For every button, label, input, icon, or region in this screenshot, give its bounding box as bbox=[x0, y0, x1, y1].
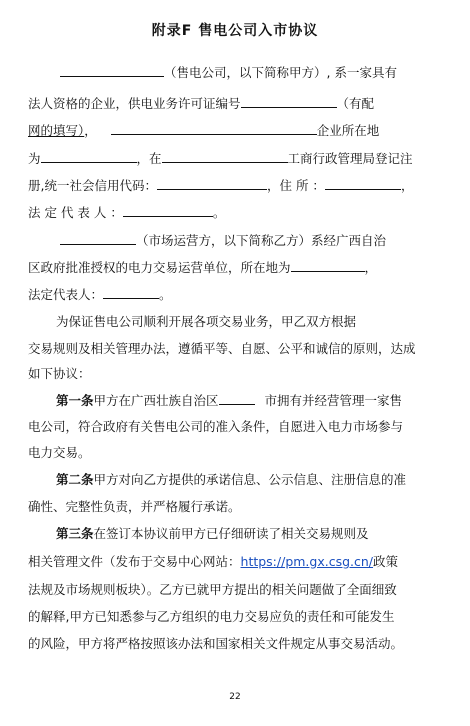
blank-credit-code[interactable] bbox=[157, 175, 267, 190]
para3-line2: 交易规则及相关管理办法，遵循平等、自愿、公平和诚信的原则，达成 bbox=[28, 341, 416, 356]
para1-line5: 册,统一社会信用代码： ，住 所 ： ， bbox=[28, 175, 446, 195]
para3-line1: 为保证售电公司顺利开展各项交易业务，甲乙双方根据 bbox=[56, 314, 357, 329]
para2-line3: 法定代表人： 。 bbox=[28, 284, 446, 304]
article3-line2: 相关管理文件（发布于交易中心网站：https://pm.gx.csg.cn/政策 bbox=[28, 554, 399, 569]
page-number: 22 bbox=[229, 692, 241, 702]
blank-enterprise-location[interactable] bbox=[111, 120, 317, 135]
article2-line1: 第二条甲方对向乙方提供的承诺信息、公示信息、注册信息的准 bbox=[56, 472, 407, 487]
para1-line6: 法 定 代 表 人 ： 。 bbox=[28, 202, 446, 222]
blank-market-operator[interactable] bbox=[60, 230, 136, 245]
article1-line1: 第一条甲方在广西壮族自治区 市拥有并经营管理一家售 bbox=[56, 390, 446, 410]
article1-line2: 电公司，符合政府有关售电公司的准入条件，自愿进入电力市场参与 bbox=[28, 419, 404, 434]
page-title: 附录F 售电公司入市协议 bbox=[151, 23, 319, 39]
blank-city[interactable] bbox=[219, 390, 255, 405]
trading-center-link[interactable]: https://pm.gx.csg.cn/ bbox=[240, 554, 374, 569]
blank-license-number[interactable] bbox=[241, 93, 337, 108]
blank-address[interactable] bbox=[325, 175, 401, 190]
para1-line3: 网的填写）， 企业所在地 bbox=[28, 120, 446, 140]
blank-operator-location[interactable] bbox=[291, 257, 365, 272]
article2-label: 第二条 bbox=[56, 472, 94, 487]
para1-line1: （售电公司，以下简称甲方）, 系一家具有 bbox=[60, 62, 450, 82]
para1-line4: 为 ，在 工商行政管理局登记注 bbox=[28, 148, 446, 168]
article3-line3: 法规及市场规则板块）。乙方已就甲方提出的相关问题做了全面细致 bbox=[28, 582, 397, 597]
blank-legal-representative-b[interactable] bbox=[103, 284, 159, 299]
blank-legal-representative-a[interactable] bbox=[123, 202, 213, 217]
blank-location[interactable] bbox=[41, 148, 137, 163]
article3-line1: 第三条在签订本协议前甲方已仔细研读了相关交易规则及 bbox=[56, 526, 369, 541]
article3-line5: 的风险，甲方将严格按照该办法和国家相关文件规定从事交易活动。 bbox=[28, 636, 404, 651]
article3-label: 第三条 bbox=[56, 526, 94, 541]
para2-line2: 区政府批准授权的电力交易运营单位，所在地为 ， bbox=[28, 257, 446, 277]
article2-line2: 确性、完整性负责，并严格履行承诺。 bbox=[28, 499, 241, 514]
article3-line4: 的解释,甲方已知悉参与乙方组织的电力交易应负的责任和可能发生 bbox=[28, 609, 395, 624]
article1-line3: 电力交易。 bbox=[28, 445, 91, 460]
article1-label: 第一条 bbox=[56, 393, 94, 408]
blank-registration-office[interactable] bbox=[162, 148, 288, 163]
blank-company-name[interactable] bbox=[60, 62, 164, 77]
para2-line1: （市场运营方，以下简称乙方）系经广西自治 bbox=[60, 230, 450, 250]
para3-line3: 如下协议： bbox=[28, 366, 91, 381]
para1-line2: 法人资格的企业，供电业务许可证编号 （有配 bbox=[28, 93, 446, 113]
